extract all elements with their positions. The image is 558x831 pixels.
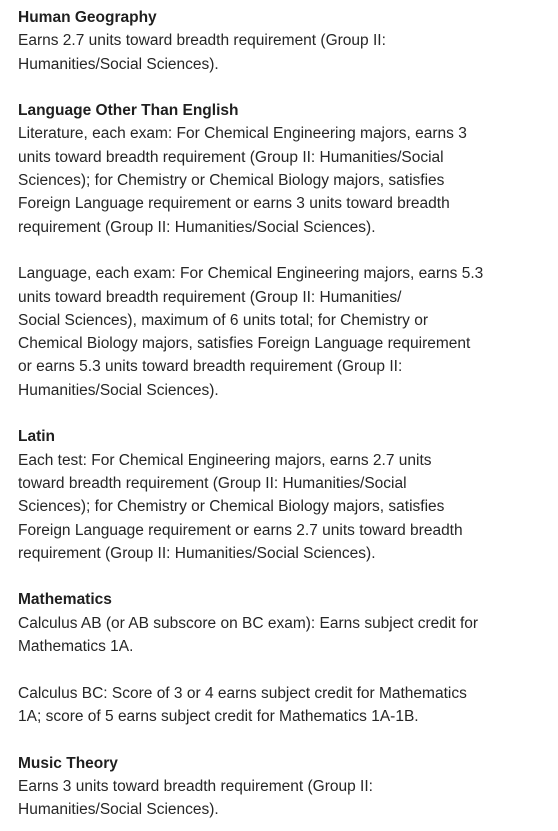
paragraph-line: Literature, each exam: For Chemical Engineering majors, earns 3 xyxy=(18,125,467,143)
section-spacer xyxy=(18,76,540,99)
section-paragraph xyxy=(18,612,540,659)
paragraph-line: Humanities/Social Sciences). xyxy=(18,55,219,73)
section-mathematics xyxy=(18,588,540,728)
section-human-geography xyxy=(18,6,540,76)
paragraph-line: Each test: For Chemical Engineering majors, earns 2.7 units xyxy=(18,451,432,469)
section-spacer xyxy=(18,728,540,751)
section-paragraph xyxy=(18,682,540,729)
paragraph-line: Sciences); for Chemistry or Chemical Biology majors, satisfies xyxy=(18,498,445,516)
paragraph-line: Foreign Language requirement or earns 2.7 units toward breadth xyxy=(18,521,463,539)
section-paragraph xyxy=(18,775,540,822)
paragraph-line: Calculus AB (or AB subscore on BC exam): Earns subject credit for xyxy=(18,614,479,632)
paragraph-line: Calculus BC: Score of 3 or 4 earns subject credit for Mathematics xyxy=(18,684,467,702)
paragraph-line: Social Sciences), maximum of 6 units total; for Chemistry or xyxy=(18,311,429,329)
paragraph-line: Sciences); for Chemistry or Chemical Biology majors, satisfies xyxy=(18,172,445,190)
section-spacer xyxy=(18,402,540,425)
section-heading: Language Other Than English xyxy=(18,102,239,120)
paragraph-line: Earns 2.7 units toward breadth requirement (Group II: xyxy=(18,32,386,50)
section-heading: Mathematics xyxy=(18,591,112,609)
paragraph-line: Humanities/Social Sciences). xyxy=(18,801,219,819)
paragraph-line: Chemical Biology majors, satisfies Foreign Language requirement xyxy=(18,335,471,353)
section-heading: Human Geography xyxy=(18,9,157,26)
paragraph-line: Mathematics 1A. xyxy=(18,638,134,656)
section-latin xyxy=(18,425,540,565)
paragraph-spacer xyxy=(18,239,540,262)
paragraph-line: requirement (Group II: Humanities/Social Sciences). xyxy=(18,218,376,236)
paragraph-line: units toward breadth requirement (Group II: Humanities/Social xyxy=(18,148,444,166)
paragraph-line: units toward breadth requirement (Group II: Humanities/ xyxy=(18,288,402,306)
section-heading: Latin xyxy=(18,428,56,446)
paragraph-line: Language, each exam: For Chemical Engineering majors, earns 5.3 xyxy=(18,265,484,283)
section-music-theory xyxy=(18,752,540,822)
paragraph-line: toward breadth requirement (Group II: Humanities/Social xyxy=(18,474,407,492)
section-heading: Music Theory xyxy=(18,754,118,772)
paragraph-line: or earns 5.3 units toward breadth requirement (Group II: xyxy=(18,358,403,376)
paragraph-line: requirement (Group II: Humanities/Social Sciences). xyxy=(18,544,376,562)
section-spacer xyxy=(18,565,540,588)
paragraph-spacer xyxy=(18,658,540,681)
paragraph-line: Foreign Language requirement or earns 3 units toward breadth xyxy=(18,195,450,213)
section-paragraph xyxy=(18,29,540,76)
section-paragraph xyxy=(18,122,540,238)
section-paragraph xyxy=(18,449,540,565)
paragraph-line: 1A; score of 5 earns subject credit for Mathematics 1A-1B. xyxy=(18,707,419,725)
section-language-other-than-english xyxy=(18,99,540,402)
section-paragraph xyxy=(18,262,540,402)
paragraph-line: Humanities/Social Sciences). xyxy=(18,381,219,399)
paragraph-line: Earns 3 units toward breadth requirement (Group II: xyxy=(18,777,373,795)
